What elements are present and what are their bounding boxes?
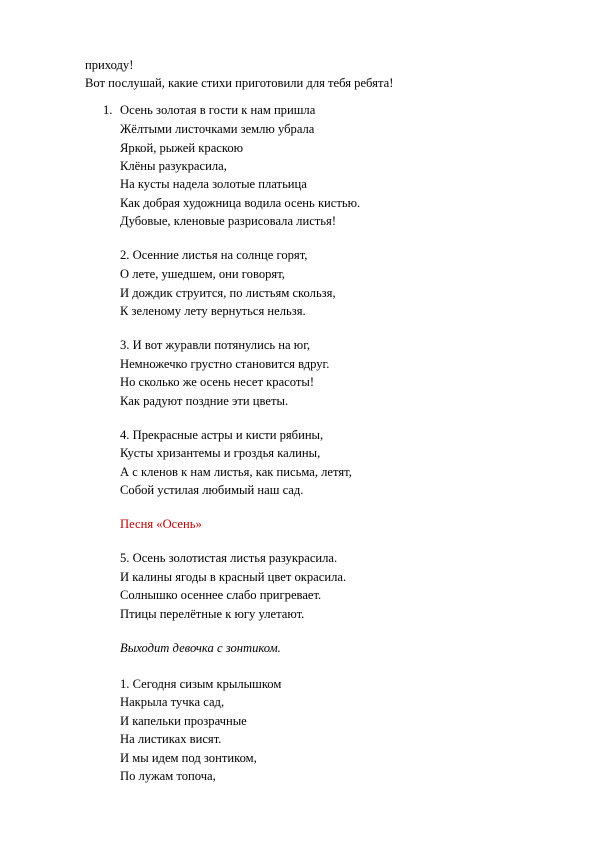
poem-line: Яркой, рыжей краскою xyxy=(120,141,244,155)
poem-line: На кусты надела золотые платьица xyxy=(120,177,307,191)
poem-number: 1. xyxy=(103,103,113,117)
poem-line: Как радуют поздние эти цветы. xyxy=(120,394,289,408)
poem-line: О лете, ушедшем, они говорят, xyxy=(120,267,285,281)
poem-line: На листиках висят. xyxy=(120,732,222,746)
poem-line: И дождик струится, по листьям скользя, xyxy=(120,286,336,300)
poem-line: По лужам топоча, xyxy=(120,769,216,783)
poem-line: Накрыла тучка сад, xyxy=(120,695,225,709)
poem-line: К зеленому лету вернуться нельзя. xyxy=(120,304,306,318)
poem-line: Жёлтыми листочками землю убрала xyxy=(120,122,315,136)
poem-line: А с кленов к нам листья, как письма, летят, xyxy=(120,465,352,479)
poem-line: И мы идем под зонтиком, xyxy=(120,751,257,765)
poem-line: 5. Осень золотистая листья разукрасила. xyxy=(120,551,338,565)
poem-line: Но сколько же осень несет красоты! xyxy=(120,375,315,389)
intro-line: приходу! xyxy=(85,58,134,72)
poem-line: И калины ягоды в красный цвет окрасила. xyxy=(120,570,347,584)
poem-line: Собой устилая любимый наш сад. xyxy=(120,483,304,497)
poem-line: 1. Сегодня сизым крылышком xyxy=(120,677,282,691)
song-title: Песня «Осень» xyxy=(120,517,202,531)
poem-line: Как добрая художница водила осень кистью. xyxy=(120,196,361,210)
poem-line: Птицы перелётные к югу улетают. xyxy=(120,607,305,621)
poem-line: Осень золотая в гости к нам пришла xyxy=(120,103,316,117)
poem-line: Кусты хризантемы и гроздья калины, xyxy=(120,446,321,460)
poem-line: 2. Осенние листья на солнце горят, xyxy=(120,248,308,262)
poem-line: Клёны разукрасила, xyxy=(120,159,227,173)
poem-line: 3. И вот журавли потянулись на юг, xyxy=(120,338,311,352)
poem-line: 4. Прекрасные астры и кисти рябины, xyxy=(120,428,324,442)
intro-line: Вот послушай, какие стихи приготовили для тебя ребята! xyxy=(85,76,394,90)
poem-line: Немножечко грустно становится вдруг. xyxy=(120,357,330,371)
poem-line: И капельки прозрачные xyxy=(120,714,247,728)
poem-line: Солнышко осеннее слабо пригревает. xyxy=(120,588,322,602)
poem-line: Дубовые, кленовые разрисовала листья! xyxy=(120,214,337,228)
stage-direction: Выходит девочка с зонтиком. xyxy=(120,641,281,655)
